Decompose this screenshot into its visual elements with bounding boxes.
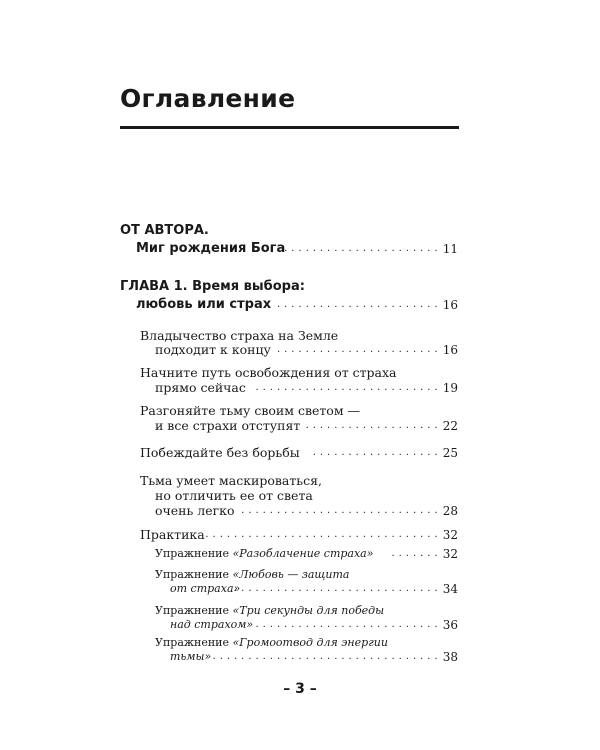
toc-entry-label: над страхом» bbox=[170, 618, 254, 631]
toc-entry-exercise-3-line2 bbox=[0, 616, 600, 634]
toc-entry-label: Миг рождения Бога bbox=[136, 241, 286, 256]
toc-entry-exercise-4-line2 bbox=[0, 648, 600, 666]
dot-leader bbox=[273, 341, 438, 359]
page-number: – 3 – bbox=[283, 681, 317, 697]
toc-page-number: 19 bbox=[442, 381, 458, 395]
toc-page-number: 36 bbox=[442, 618, 458, 632]
toc-entry-author-line2 bbox=[0, 240, 600, 258]
dot-leader bbox=[254, 379, 438, 397]
toc-entry-label: Побеждайте без борьбы bbox=[140, 445, 300, 460]
toc-entry-label: и все страхи отступят bbox=[155, 418, 301, 433]
toc-entry-practice bbox=[0, 526, 600, 544]
toc-entry-label: от страха» bbox=[170, 582, 241, 595]
toc-entry-s5-line3 bbox=[0, 502, 600, 520]
toc-page-number: 38 bbox=[442, 650, 458, 664]
toc-entry-s1-line2 bbox=[0, 341, 600, 359]
toc-page-number: 22 bbox=[442, 419, 458, 433]
toc-entry-chapter1-line1 bbox=[0, 278, 600, 296]
toc-entry-label: любовь или страх bbox=[136, 297, 272, 312]
dot-leader bbox=[206, 526, 438, 544]
toc-entry-label: Упражнение «Разоблачение страха» bbox=[155, 547, 374, 560]
dot-leader bbox=[212, 648, 438, 666]
toc-page-number: 16 bbox=[442, 298, 458, 312]
dot-leader bbox=[306, 417, 438, 435]
toc-entry-exercise-2-line2 bbox=[0, 580, 600, 598]
toc-entry-author-line1 bbox=[0, 222, 600, 240]
toc-entry-label: ГЛАВА 1. Время выбора: bbox=[120, 279, 305, 294]
toc-page-number: 28 bbox=[442, 504, 458, 518]
toc-entry-s4 bbox=[0, 444, 600, 462]
title-rule bbox=[120, 126, 459, 129]
dot-leader bbox=[242, 502, 438, 520]
dot-leader bbox=[387, 545, 438, 563]
dot-leader bbox=[312, 444, 438, 462]
toc-entry-label: Упражнение «Любовь — защита bbox=[155, 568, 350, 581]
dot-leader bbox=[274, 296, 438, 314]
toc-page-number: 34 bbox=[442, 582, 458, 596]
toc-entry-label: но отличить ее от света bbox=[155, 488, 313, 503]
toc-page-number: 11 bbox=[442, 242, 458, 256]
toc-entry-label: тьмы» bbox=[170, 650, 212, 663]
dot-leader bbox=[231, 580, 438, 598]
toc-entry-label: Начните путь освобождения от страха bbox=[140, 365, 397, 380]
toc-page-number: 32 bbox=[442, 547, 458, 561]
page-title: Оглавление bbox=[120, 84, 296, 113]
toc-entry-label: ОТ АВТОРА. bbox=[120, 223, 209, 238]
toc-entry-label: Упражнение «Три секунды для победы bbox=[155, 604, 385, 617]
toc-entry-label: Практика bbox=[140, 527, 205, 542]
toc-entry-label: очень легко bbox=[155, 503, 235, 518]
toc-page-number: 32 bbox=[442, 528, 458, 542]
toc-entry-label: Тьма умеет маскироваться, bbox=[140, 473, 322, 488]
toc-entry-chapter1-line2 bbox=[0, 296, 600, 314]
toc-entry-label: Разгоняйте тьму своим светом — bbox=[140, 403, 361, 418]
toc-entry-label: прямо сейчас bbox=[155, 380, 246, 395]
toc-page-number: 16 bbox=[442, 343, 458, 357]
toc-entry-label: Упражнение «Громоотвод для энергии bbox=[155, 636, 388, 649]
toc-entry-label: подходит к концу bbox=[155, 342, 271, 357]
dot-leader bbox=[252, 616, 438, 634]
dot-leader bbox=[256, 240, 438, 258]
toc-entry-s3-line2 bbox=[0, 417, 600, 435]
toc-entry-s2-line2 bbox=[0, 379, 600, 397]
toc-entry-exercise-1 bbox=[0, 545, 600, 563]
toc-page-number: 25 bbox=[442, 446, 458, 460]
toc-entry-label: Владычество страха на Земле bbox=[140, 328, 339, 343]
